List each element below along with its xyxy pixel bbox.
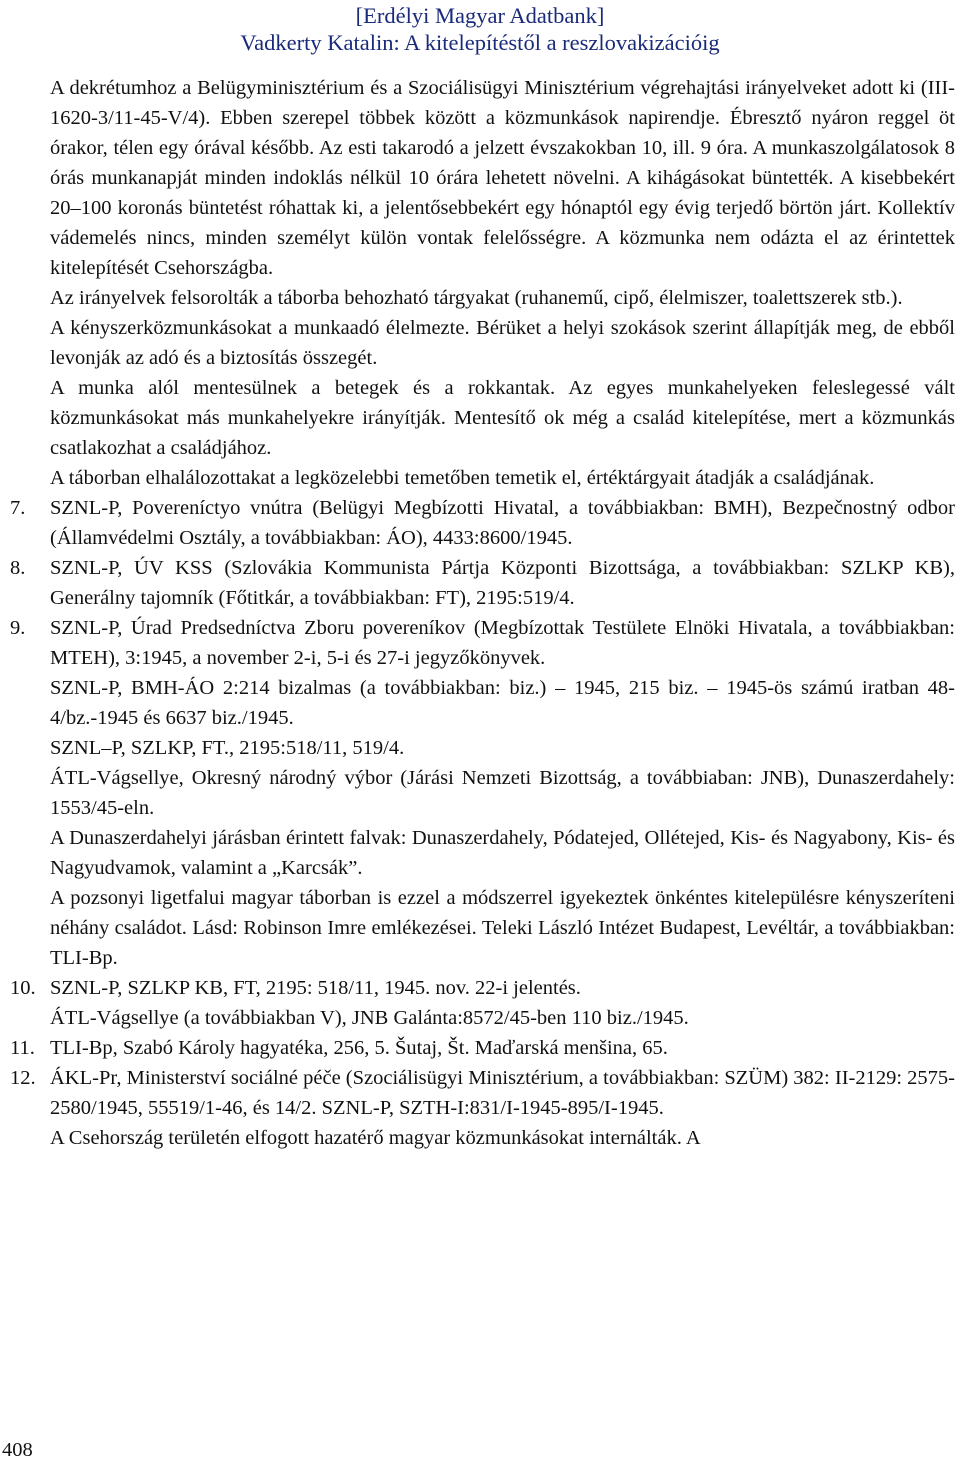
footnote-text [50,973,955,1033]
footnote-paragraph: SZNL-P, Úrad Predsedníctva Zboru povereníkov (Megbízottak Testülete Elnöki Hivatala, a továbbiakban: MTEH), 3:1945, a november 2-i, 5-i és 27-i jegyzőkönyvek. [50,617,955,669]
header-title: Vadkerty Katalin: A kitelepítéstől a reszlovakizációig [240,30,720,55]
footnote-entry [10,1033,955,1063]
footnote-text [50,613,955,973]
footnote-paragraph: SZNL-P, BMH-ÁO 2:214 bizalmas (a továbbiakban: biz.) – 1945, 215 biz. – 1945-ös számú iratban 48-4/bz.-1945 és 6637 biz./1945. [50,677,955,729]
footnote-number: 11. [10,1037,35,1059]
page-header [0,2,960,56]
footnote-paragraph: SZNL–P, SZLKP, FT., 2195:518/11, 519/4. [50,737,405,759]
footnote-paragraph: SZNL-P, Povereníctyo vnútra (Belügyi Megbízotti Hivatal, a továbbiakban: BMH), Bezpečnostný odbor (Államvédelmi Osztály, a továbbiakban: ÁO), 4433:8600/1945. [50,497,955,549]
footnote-paragraph: A kényszerközmunkásokat a munkaadó élelmezte. Bérüket a helyi szokások szerint állapítják meg, de ebből levonják az adó és a biztosítás összegét. [50,317,955,369]
footnote-text [50,73,955,493]
footnote-paragraph: A Dunaszerdahelyi járásban érintett falvak: Dunaszerdahely, Pódatejed, Ollétejed, Kis- és Nagyabony, Kis- és Nagyudvamok, valamint a „Karcsák”. [50,827,955,879]
page-number: 408 [2,1439,33,1461]
footnote-entry [10,1063,955,1153]
footnote-number: 9. [10,617,26,639]
footnote-number: 8. [10,557,26,579]
footnote-number: 7. [10,497,26,519]
footnote-paragraph: A munka alól mentesülnek a betegek és a rokkantak. Az egyes munkahelyeken feleslegessé vált közmunkásokat más munkahelyekre irányítják. Mentesítő ok még a család kitelepítése, mert a közmunkás csatlakozhat a családjához. [50,377,955,459]
footnote-paragraph: A táborban elhalálozottakat a legközelebbi temetőben temetik el, értéktárgyait átadják a családjának. [50,467,875,489]
footnote-paragraph: A Csehország területén elfogott hazatérő magyar közmunkásokat internálták. A [50,1127,701,1149]
footnote-number [10,73,48,493]
footnote-paragraph: A pozsonyi ligetfalui magyar táborban is ezzel a módszerrel igyekeztek önkéntes kitelepülésre kényszeríteni néhány családot. Lásd: Robinson Imre emlékezései. Teleki László Intézet Budapest, Levéltár, a továbbiakban: TLI-Bp. [50,887,955,969]
footnote-text [50,1063,955,1153]
footnote-text [50,553,955,613]
footnote-entry [10,493,955,553]
footnote-text [50,1033,955,1063]
footnote-entry [10,73,955,493]
footnote-entry [10,553,955,613]
footnote-number: 10. [10,977,36,999]
footnotes-body [10,73,955,1153]
footnote-paragraph: SZNL-P, ÚV KSS (Szlovákia Kommunista Pártja Központi Bizottsága, a továbbiakban: SZLKP KB), Generálny tajomník (Főtitkár, a továbbiakban: FT), 2195:519/4. [50,557,955,609]
footnote-paragraph: ÁKL-Pr, Ministerství sociálné péče (Szociálisügyi Minisztérium, a továbbiakban: SZÜM) 382: II-2129: 2575-2580/1945, 55519/1-46, és 14/2. SZNL-P, SZTH-I:831/I-1945-895/I-1945. [50,1067,955,1119]
footnote-paragraph: ÁTL-Vágsellye (a továbbiakban V), JNB Galánta:8572/45-ben 110 biz./1945. [50,1007,689,1029]
footnote-paragraph: A dekrétumhoz a Belügyminisztérium és a Szociálisügyi Minisztérium végrehajtási irányelveket adott ki (III-1620-3/11-45-V/4). Ebben szerepel többek között a közmunkások napirendje. Ébresztő nyáron reggel öt órakor, télen egy órával később. Az esti takarodó a jelzett évszakokban 10, ill. 9 óra. A munkaszolgálatosok 8 órás munkanapját minden indoklás nélkül 10 órára lehetett növelni. A kihágásokat büntették. A kisebbekért 20–100 koronás büntetést róhattak ki, a jelentősebbekért egy hónaptól egy évig terjedő börtön járt. Kollektív vádemelés nincs, minden személyt külön vontak felelősségre. A közmunka nem odázta el az érintettek kitelepítését Csehországba. [50,77,955,279]
footnote-entry [10,613,955,973]
footnote-text [50,493,955,553]
footnote-entry [10,973,955,1033]
footnote-paragraph: SZNL-P, SZLKP KB, FT, 2195: 518/11, 1945. nov. 22-i jelentés. [50,977,581,999]
footnote-number: 12. [10,1067,36,1089]
header-source: [Erdélyi Magyar Adatbank] [355,3,605,28]
footnote-paragraph: Az irányelvek felsorolták a táborba behozható tárgyakat (ruhanemű, cipő, élelmiszer, toalettszerek stb.). [50,287,903,309]
footnote-paragraph: TLI-Bp, Szabó Károly hagyatéka, 256, 5. Šutaj, Št. Maďarská menšina, 65. [50,1037,668,1059]
footnote-paragraph: ÁTL-Vágsellye, Okresný národný výbor (Járási Nemzeti Bizottság, a továbbiaban: JNB), Dunaszerdahely: 1553/45-eln. [50,767,955,819]
